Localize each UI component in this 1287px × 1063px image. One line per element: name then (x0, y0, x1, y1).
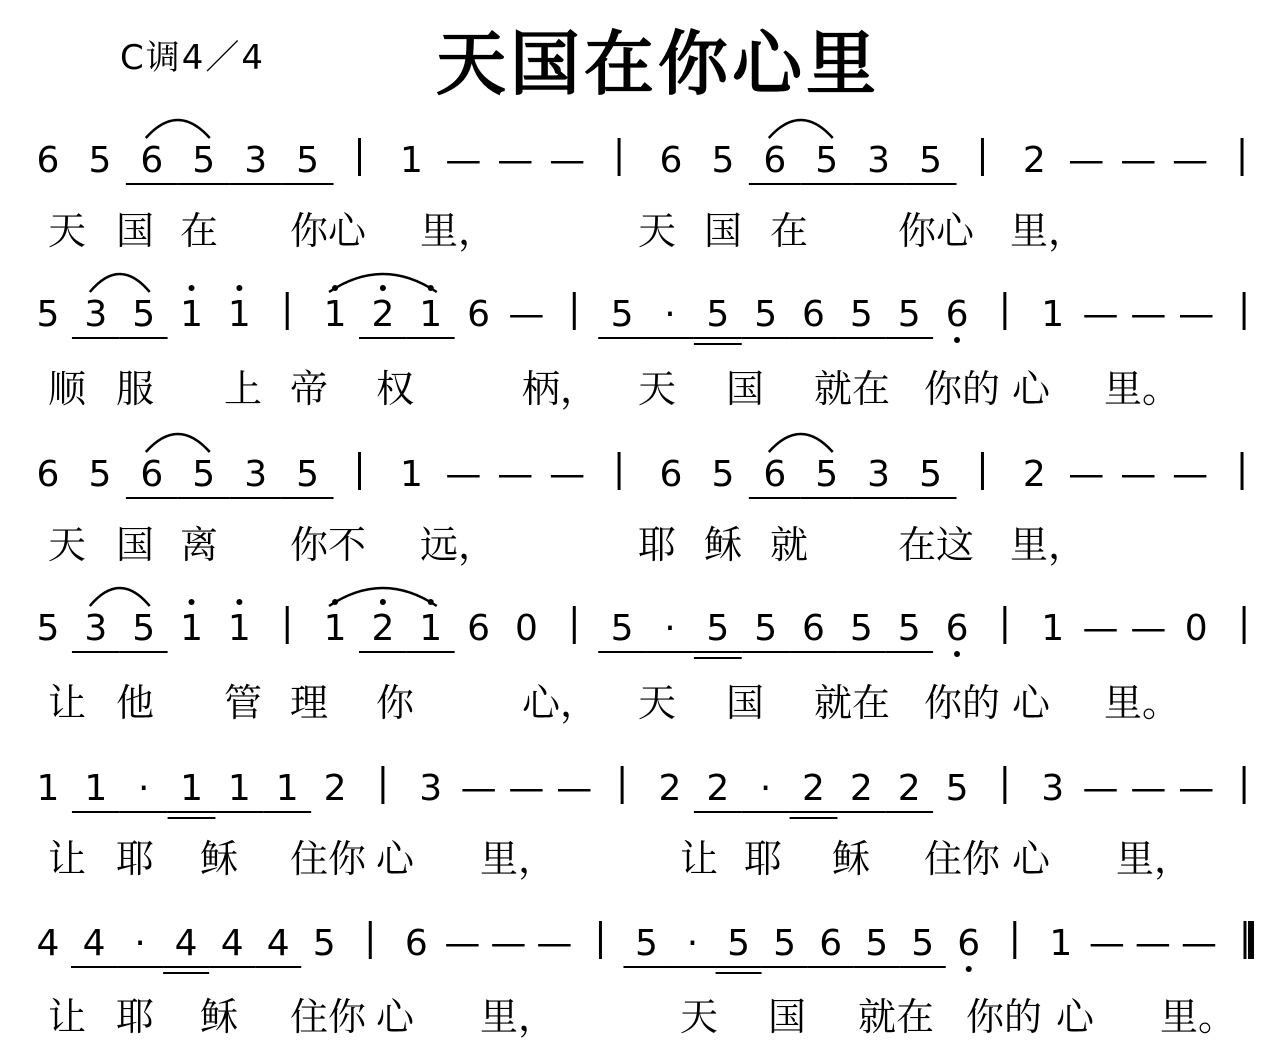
note: 6 (404, 923, 428, 964)
lyric: 就在 (814, 681, 891, 725)
note: 3 (244, 454, 268, 495)
lyric: 你不 (290, 523, 367, 567)
note: 5 (754, 294, 778, 335)
high-octave-dot (236, 599, 242, 605)
note: 5 (849, 608, 873, 649)
note: 1 (399, 454, 423, 495)
note: 6 (819, 923, 843, 964)
lyric: 天 (638, 209, 677, 253)
lyric: 国 (726, 681, 765, 725)
note: 6 (467, 294, 491, 335)
lyric: 离 (180, 523, 219, 567)
note: 2 (371, 294, 395, 335)
lyric: 国 (726, 367, 765, 411)
lyric: 心 (376, 837, 415, 881)
note: 5 (711, 454, 735, 495)
note: 1 (227, 608, 251, 649)
note: — (556, 768, 593, 809)
lyric: 远， (420, 523, 497, 567)
note: 5 (711, 140, 735, 181)
lyric: 里， (480, 995, 557, 1039)
slur (90, 588, 150, 606)
note: 6 (945, 608, 969, 649)
lyric: 里。 (1160, 995, 1237, 1039)
lyric: 他 (116, 681, 155, 725)
lyric: 里， (1116, 837, 1193, 881)
note: 1 (227, 294, 251, 335)
note: 2 (323, 768, 347, 809)
note: 4 (266, 923, 290, 964)
lyric: 你心 (898, 209, 975, 253)
note: 6 (140, 140, 164, 181)
note: 5 (132, 294, 156, 335)
note: 3 (419, 768, 443, 809)
note: 5 (312, 923, 336, 964)
lyric: 国 (116, 523, 155, 567)
note: 5 (610, 294, 634, 335)
lyric: 在 (770, 209, 809, 253)
note: 1 (1041, 608, 1065, 649)
lyric: 里， (1010, 209, 1087, 253)
note: 3 (867, 454, 891, 495)
note: — (445, 454, 482, 495)
note: — (508, 768, 545, 809)
note: — (497, 454, 534, 495)
lyric: 帝 (290, 367, 329, 411)
note: 1 (419, 294, 443, 335)
lyric: 耶 (116, 995, 155, 1039)
note: — (549, 140, 586, 181)
note: — (1120, 140, 1157, 181)
note: — (1172, 140, 1209, 181)
lyric: 管 (224, 681, 263, 725)
note: 5 (945, 768, 969, 809)
slur (146, 434, 210, 452)
note: 0 (1184, 608, 1208, 649)
lyric: 就 (770, 523, 809, 567)
note: — (490, 923, 527, 964)
lyric: 国 (116, 209, 155, 253)
note: 1 (1041, 294, 1065, 335)
note: 5 (815, 454, 839, 495)
lyric: 天 (48, 209, 87, 253)
note: 5 (192, 140, 216, 181)
lyric: 耶 (744, 837, 783, 881)
lyric: 就在 (858, 995, 935, 1039)
lyric: 心 (1012, 837, 1051, 881)
lyric: 让 (48, 837, 87, 881)
note: 6 (140, 454, 164, 495)
note: — (460, 768, 497, 809)
note: 2 (371, 608, 395, 649)
note: 4 (82, 923, 106, 964)
note: 4 (36, 923, 60, 964)
note: 2 (1022, 140, 1046, 181)
lyric: 天 (638, 367, 677, 411)
note: — (508, 294, 545, 335)
lyric: 里， (420, 209, 497, 253)
note: 6 (36, 140, 60, 181)
slur (146, 120, 210, 138)
slur (769, 434, 833, 452)
lyric: 里。 (1104, 367, 1181, 411)
note: — (1088, 923, 1125, 964)
lyric: 住你 (290, 995, 367, 1039)
lyric: 在 (180, 209, 219, 253)
note: 1 (1049, 923, 1073, 964)
note: 5 (849, 294, 873, 335)
lyric: 你心 (290, 209, 367, 253)
lyric: 你 (376, 681, 415, 725)
lyric: 天 (48, 523, 87, 567)
note: 5 (132, 608, 156, 649)
lyric: 耶 (638, 523, 677, 567)
lyric: 就在 (814, 367, 891, 411)
lyric: 服 (116, 367, 155, 411)
lyric: 稣 (200, 837, 239, 881)
lyric: 里， (480, 837, 557, 881)
note: — (1068, 454, 1105, 495)
lyric: 理 (290, 681, 329, 725)
note: · (137, 768, 150, 809)
note: 1 (36, 768, 60, 809)
high-octave-dot (236, 285, 242, 291)
note: 2 (897, 768, 921, 809)
note: 2 (802, 768, 825, 809)
note: 5 (36, 608, 60, 649)
note: 5 (773, 923, 797, 964)
note: 6 (763, 454, 787, 495)
note: — (1172, 454, 1209, 495)
note: 5 (36, 294, 60, 335)
note: 5 (919, 454, 943, 495)
note: — (497, 140, 534, 181)
note: 1 (180, 768, 203, 809)
lyric: 国 (704, 209, 743, 253)
note: · (686, 923, 699, 964)
note: 6 (802, 294, 825, 335)
note: — (1120, 454, 1157, 495)
lyric: 住你 (924, 837, 1001, 881)
note: 5 (635, 923, 658, 964)
note: — (1130, 608, 1167, 649)
note: — (1180, 923, 1217, 964)
note: — (536, 923, 573, 964)
lyric: 你的 (924, 681, 1001, 725)
lyric: 心 (1056, 995, 1095, 1039)
note: 1 (323, 608, 347, 649)
note: 1 (419, 608, 443, 649)
note: 2 (706, 768, 730, 809)
note: 6 (945, 294, 969, 335)
lyric: 让 (48, 681, 87, 725)
lyric: 天 (680, 995, 719, 1039)
lyric: 心 (1012, 681, 1051, 725)
low-octave-dot (954, 337, 960, 343)
lyric: 心 (376, 995, 415, 1039)
high-octave-dot (380, 599, 386, 605)
note: 5 (897, 608, 921, 649)
high-octave-dot (380, 285, 386, 291)
high-octave-dot (189, 599, 195, 605)
note: 1 (399, 140, 423, 181)
note: 3 (867, 140, 891, 181)
slur (90, 274, 150, 292)
lyric: 上 (224, 367, 263, 411)
note: — (444, 923, 481, 964)
note: 6 (659, 454, 683, 495)
lyric: 稣 (200, 995, 239, 1039)
high-octave-dot (189, 285, 195, 291)
note: · (664, 608, 676, 649)
note: — (1068, 140, 1105, 181)
lyric: 里。 (1104, 681, 1181, 725)
note: — (549, 454, 586, 495)
note: 6 (802, 608, 825, 649)
note: 1 (323, 294, 347, 335)
lyric: 国 (768, 995, 807, 1039)
note: 1 (180, 294, 203, 335)
note: 6 (467, 608, 491, 649)
note: 5 (296, 140, 320, 181)
note: 2 (1022, 454, 1046, 495)
low-octave-dot (954, 651, 960, 657)
page-title: 天国在你心里 (436, 23, 880, 105)
lyric: 天 (638, 681, 677, 725)
lyric: 让 (680, 837, 719, 881)
note: 3 (84, 294, 108, 335)
note: 5 (911, 923, 935, 964)
note: 4 (174, 923, 198, 964)
note: 6 (763, 140, 787, 181)
note: — (1082, 768, 1119, 809)
note: 5 (727, 923, 751, 964)
note: 5 (815, 140, 839, 181)
note: — (1082, 608, 1119, 649)
lyric: 你的 (966, 995, 1043, 1039)
note: 0 (514, 608, 538, 649)
note: 5 (865, 923, 889, 964)
lyric: 住你 (290, 837, 367, 881)
lyric: 在这 (898, 523, 975, 567)
note: 2 (849, 768, 873, 809)
note: 1 (275, 768, 299, 809)
low-octave-dot (966, 966, 972, 972)
lyric: 权 (376, 367, 415, 411)
note: 5 (706, 608, 730, 649)
note: 2 (658, 768, 682, 809)
lyric: 心， (522, 681, 599, 725)
note: 5 (192, 454, 216, 495)
lyric: 稣 (704, 523, 743, 567)
note: 1 (227, 768, 251, 809)
note: — (1130, 294, 1167, 335)
note: · (759, 768, 772, 809)
lyric: 让 (48, 995, 87, 1039)
note: 6 (36, 454, 60, 495)
lyric: 你的 (924, 367, 1001, 411)
note: 5 (88, 454, 112, 495)
note: 1 (84, 768, 108, 809)
note: 5 (88, 140, 112, 181)
lyric: 耶 (116, 837, 155, 881)
note: · (664, 294, 676, 335)
lyric: 柄， (522, 367, 599, 411)
note: 5 (706, 294, 730, 335)
note: — (445, 140, 482, 181)
note: 5 (754, 608, 778, 649)
note: 5 (296, 454, 320, 495)
slur (769, 120, 833, 138)
note: 3 (84, 608, 108, 649)
note: — (1178, 294, 1215, 335)
lyric: 顺 (48, 367, 87, 411)
note: — (1130, 768, 1167, 809)
note: 6 (659, 140, 683, 181)
note: — (1178, 768, 1215, 809)
note: 4 (220, 923, 244, 964)
lyric: 里， (1010, 523, 1087, 567)
key-signature: C调4／4 (120, 38, 266, 78)
note: 6 (957, 923, 981, 964)
note: — (1082, 294, 1119, 335)
note: 5 (897, 294, 921, 335)
lyric: 心 (1012, 367, 1051, 411)
note: 3 (244, 140, 268, 181)
note: 5 (610, 608, 634, 649)
note: · (134, 923, 146, 964)
note: 3 (1041, 768, 1065, 809)
note: — (1134, 923, 1171, 964)
lyric: 稣 (832, 837, 871, 881)
note: 1 (180, 608, 203, 649)
note: 5 (919, 140, 943, 181)
